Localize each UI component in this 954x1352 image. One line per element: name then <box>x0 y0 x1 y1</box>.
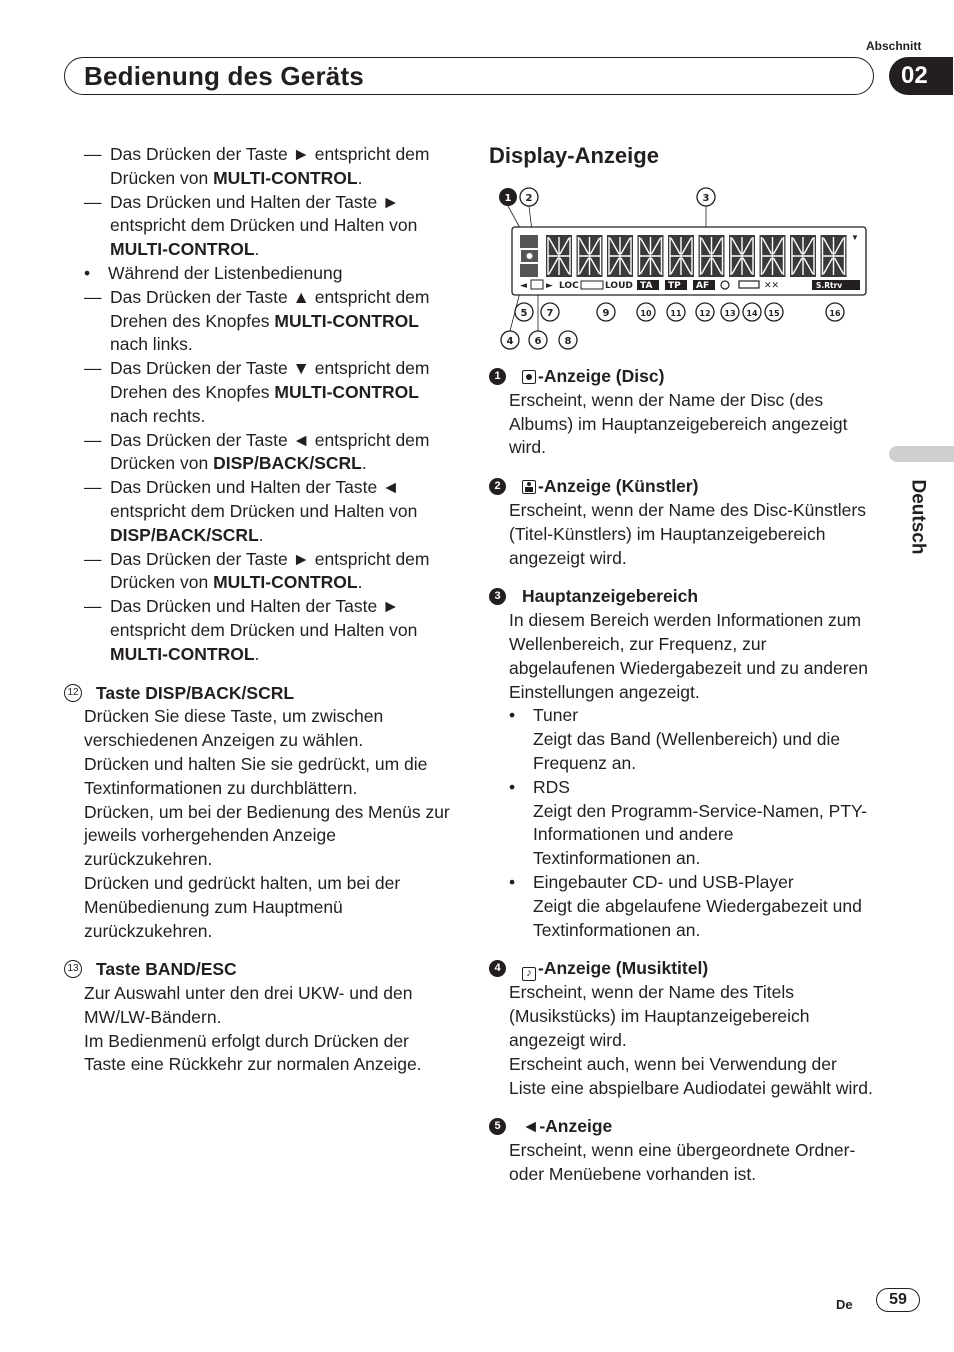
item-bullet: • Eingebauter CD- und USB-Player Zeigt die abgelaufene Wiedergabezeit und Textinformationen an. <box>509 871 874 942</box>
page-title: Bedienung des Geräts <box>84 61 364 91</box>
item-13 <box>67 958 454 1077</box>
item-number: 1 <box>489 368 506 385</box>
dash-b-item: — Das Drücken und Halten der Taste ◄ entspricht dem Drücken und Halten von DISP/BACK/SCRL. <box>84 476 454 547</box>
svg-text:14: 14 <box>746 309 758 318</box>
callout-9 <box>597 303 615 321</box>
callout-10 <box>637 303 655 321</box>
indicator-loc: LOC <box>559 281 579 291</box>
display-item-3 <box>489 585 874 942</box>
svg-text:9: 9 <box>602 308 610 319</box>
item-number: 2 <box>489 478 506 495</box>
dash-b-item: — Das Drücken der Taste ▼ entspricht dem Drehen des Knopfes MULTI-CONTROL nach rechts. <box>84 357 454 428</box>
item-13-body <box>84 982 454 1077</box>
indicator-loud: LOUD <box>605 281 633 291</box>
dash-a-item: — Das Drücken der Taste ► entspricht dem Drücken von MULTI-CONTROL. <box>84 143 454 191</box>
indicator-srtrv: S.Rtrv <box>816 281 843 290</box>
callout-12 <box>696 303 714 321</box>
item-12-paragraph: Drücken und gedrückt halten, um bei der Menübedienung zum Hauptmenü zurückzukehren. <box>84 872 401 941</box>
item-paragraph: In diesem Bereich werden Informationen zum Wellenbereich, zur Frequenz, zur abgelaufenen Wiedergabezeit und zu anderen Einstellungen angezeigt. <box>509 610 869 702</box>
svg-text:7: 7 <box>546 308 554 319</box>
callout-14 <box>743 303 761 321</box>
svg-text:1: 1 <box>504 193 512 204</box>
callout-6 <box>529 331 547 349</box>
item-13-number: 13 <box>64 960 82 978</box>
item-title: -Anzeige (Künstler) <box>538 476 699 497</box>
indicator-tp: TP <box>668 281 681 291</box>
disc-icon <box>522 370 536 384</box>
svg-text:5: 5 <box>520 308 528 319</box>
callout-2 <box>520 188 538 206</box>
item-12-paragraph: Drücken Sie diese Taste, um zwischen verschiedenen Anzeigen zu wählen. <box>84 706 384 751</box>
svg-text:11: 11 <box>670 309 682 318</box>
item-12-title: Taste DISP/BACK/SCRL <box>96 682 295 703</box>
svg-text:✕✕: ✕✕ <box>764 281 780 291</box>
display-item-5 <box>489 1115 874 1186</box>
item-title: ◄-Anzeige <box>522 1116 613 1137</box>
callout-3 <box>697 188 715 206</box>
item-paragraph: Erscheint auch, wenn bei Verwendung der Liste eine abspielbare Audiodatei gewählt wird. <box>509 1053 873 1098</box>
svg-text:16: 16 <box>829 309 841 318</box>
item-12-paragraph: Drücken und halten Sie sie gedrückt, um die Textinformationen zu durchblättern. <box>84 753 428 798</box>
language-label: Deutsch <box>907 479 929 555</box>
svg-text:8: 8 <box>564 336 572 347</box>
right-column-items <box>489 365 874 1187</box>
indicator-af: AF <box>696 281 710 291</box>
callout-5 <box>515 303 533 321</box>
item-12-paragraph: Drücken, um bei der Bedienung des Menüs zur jeweils vorhergehenden Anzeige zurückzukehren. <box>84 801 450 870</box>
bullet-text: Während der Listenbedienung <box>108 262 343 283</box>
item-12 <box>67 682 454 944</box>
svg-text:10: 10 <box>640 309 652 318</box>
dash-list-a <box>84 143 454 262</box>
dash-b-item: — Das Drücken und Halten der Taste ► entspricht dem Drücken und Halten von MULTI-CONTROL. <box>84 595 454 666</box>
item-paragraph: Erscheint, wenn der Name der Disc (des Albums) im Hauptanzeigebereich angezeigt wird. <box>509 389 848 458</box>
item-bullet: • RDS Zeigt den Programm-Service-Namen, PTY-Informationen und andere Textinformationen an. <box>509 776 874 871</box>
item-number: 4 <box>489 960 506 977</box>
dash-b-item: — Das Drücken der Taste ◄ entspricht dem Drücken von DISP/BACK/SCRL. <box>84 429 454 477</box>
item-title: Hauptanzeigebereich <box>522 586 699 607</box>
page-number: 59 <box>876 1288 920 1312</box>
footer-lang: De <box>836 1297 853 1312</box>
callout-4 <box>501 331 519 349</box>
item-number: 3 <box>489 588 506 605</box>
section-label: Abschnitt <box>866 39 922 53</box>
artist-icon <box>522 480 536 494</box>
callout-16 <box>826 303 844 321</box>
dash-list-b <box>84 286 454 667</box>
svg-text:▼: ▼ <box>851 233 859 242</box>
indicator-ta: TA <box>640 281 653 291</box>
item-13-paragraph: Im Bedienmenü erfolgt durch Drücken der Taste eine Rückkehr zur normalen Anzeige. <box>84 1030 422 1075</box>
callout-13 <box>721 303 739 321</box>
item-title: -Anzeige (Musiktitel) <box>538 958 709 979</box>
item-bullet: • Tuner Zeigt das Band (Wellenbereich) und die Frequenz an. <box>509 704 874 775</box>
item-number: 5 <box>489 1118 506 1135</box>
item-12-body <box>84 705 454 943</box>
item-title: -Anzeige (Disc) <box>538 366 665 386</box>
svg-text:►: ► <box>546 281 553 291</box>
svg-text:13: 13 <box>724 309 736 318</box>
bullet-list-operation <box>84 262 454 286</box>
svg-text:3: 3 <box>702 193 710 204</box>
dash-b-item: — Das Drücken der Taste ▲ entspricht dem Drehen des Knopfes MULTI-CONTROL nach links. <box>84 286 454 357</box>
callout-15 <box>765 303 783 321</box>
svg-text:6: 6 <box>534 336 542 347</box>
callout-1 <box>499 188 517 206</box>
item-paragraph: Erscheint, wenn der Name des Disc-Künstlers (Titel-Künstlers) im Hauptanzeigebereich angezeigt wird. <box>509 499 866 568</box>
item-12-number: 12 <box>64 684 82 702</box>
display-diagram <box>494 183 874 353</box>
callout-7 <box>541 303 559 321</box>
section-number-badge: 02 <box>889 57 953 95</box>
callout-11 <box>667 303 685 321</box>
display-item-1 <box>489 365 874 460</box>
dash-b-item: — Das Drücken der Taste ► entspricht dem Drücken von MULTI-CONTROL. <box>84 548 454 596</box>
display-item-4 <box>489 957 874 1100</box>
item-13-title: Taste BAND/ESC <box>96 959 237 980</box>
svg-text:12: 12 <box>699 309 711 318</box>
svg-text:◄: ◄ <box>520 281 527 291</box>
svg-text:2: 2 <box>525 193 533 204</box>
display-heading: Display-Anzeige <box>489 143 659 168</box>
svg-text:15: 15 <box>768 309 780 318</box>
item-paragraph: Erscheint, wenn eine übergeordnete Ordner- oder Menüebene vorhanden ist. <box>509 1140 856 1184</box>
item-13-paragraph: Zur Auswahl unter den drei UKW- und den MW/LW-Bändern. <box>84 983 413 1027</box>
svg-text:4: 4 <box>506 336 514 347</box>
music-note-icon: ♪ <box>522 967 536 981</box>
language-tab <box>889 446 954 462</box>
callout-8 <box>559 331 577 349</box>
dash-a-item: — Das Drücken und Halten der Taste ► entspricht dem Drücken und Halten von MULTI-CONTROL. <box>84 191 454 262</box>
item-paragraph: Erscheint, wenn der Name des Titels (Musikstücks) im Hauptanzeigebereich angezeigt wird. <box>509 982 810 1050</box>
display-item-2 <box>489 475 874 570</box>
left-column <box>67 143 454 1077</box>
